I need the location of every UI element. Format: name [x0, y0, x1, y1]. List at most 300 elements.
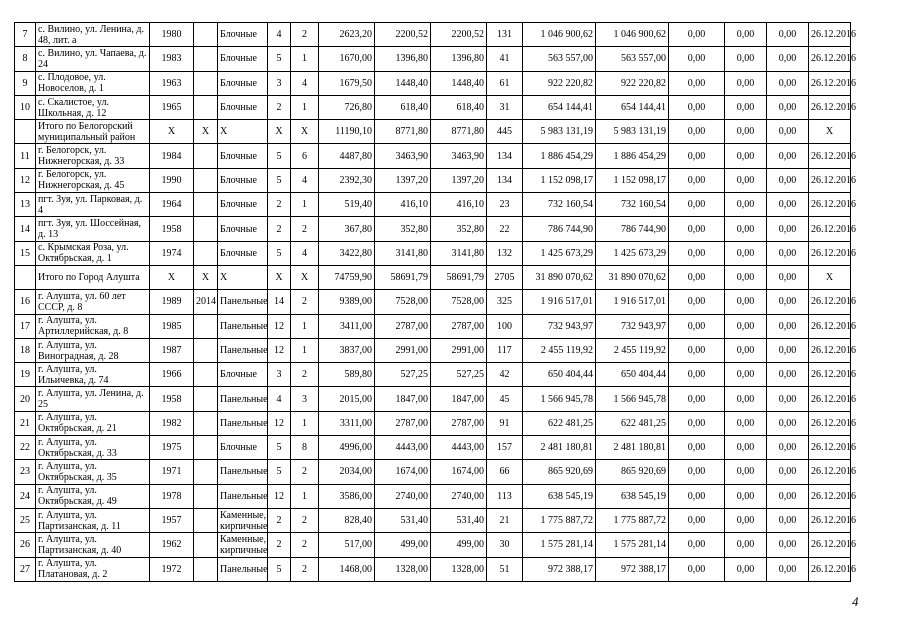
cell-cost-budget-3: 0,00 [767, 533, 809, 557]
cell-floors: 2 [268, 533, 291, 557]
cell-total-area: 3311,00 [319, 411, 375, 435]
cell-floors: 5 [268, 241, 291, 265]
cell-cost-budget-2: 0,00 [725, 460, 767, 484]
cell-year-renovated [194, 460, 218, 484]
cell-wall-material: X [218, 120, 268, 144]
cell-year-renovated [194, 241, 218, 265]
cell-address: с. Скалистое, ул. Школьная, д. 12 [36, 95, 150, 119]
cell-floors: X [268, 265, 291, 289]
cell-cost-budget-3: 0,00 [767, 23, 809, 47]
cell-year-built: 1974 [150, 241, 194, 265]
cell-total-area: 3422,80 [319, 241, 375, 265]
cell-row-number: 23 [15, 460, 36, 484]
cell-cost-budget-3: 0,00 [767, 508, 809, 532]
cell-cost-budget-2: 0,00 [725, 314, 767, 338]
table-row [15, 193, 851, 217]
cell-residents: 51 [487, 557, 523, 581]
cell-row-number: 8 [15, 47, 36, 71]
cell-cost-budget-1: 0,00 [669, 557, 725, 581]
cell-total-area: 1679,50 [319, 71, 375, 95]
cell-floors: 14 [268, 290, 291, 314]
cell-residential-area: 531,40 [431, 508, 487, 532]
cell-row-number [15, 265, 36, 289]
cell-row-number: 25 [15, 508, 36, 532]
cell-cost-total: 732 943,97 [523, 314, 596, 338]
table-row [15, 23, 851, 47]
cell-cost-fund: 1 916 517,01 [596, 290, 669, 314]
cell-cost-budget-1: 0,00 [669, 144, 725, 168]
cell-row-number [15, 120, 36, 144]
cell-completion-date: 26.12.2016 [809, 436, 851, 460]
table-row [15, 436, 851, 460]
cell-living-area: 1396,80 [375, 47, 431, 71]
cell-cost-budget-1: 0,00 [669, 168, 725, 192]
cell-row-number: 27 [15, 557, 36, 581]
cell-cost-budget-3: 0,00 [767, 95, 809, 119]
cell-completion-date: 26.12.2016 [809, 314, 851, 338]
cell-cost-budget-2: 0,00 [725, 144, 767, 168]
cell-residents: 66 [487, 460, 523, 484]
cell-row-number: 17 [15, 314, 36, 338]
cell-wall-material: Блочные [218, 363, 268, 387]
cell-residents: 22 [487, 217, 523, 241]
cell-residents: 45 [487, 387, 523, 411]
cell-entrances: X [291, 265, 319, 289]
table-row [15, 508, 851, 532]
cell-entrances: 1 [291, 95, 319, 119]
cell-total-area: 367,80 [319, 217, 375, 241]
cell-completion-date: 26.12.2016 [809, 217, 851, 241]
cell-cost-budget-1: 0,00 [669, 120, 725, 144]
cell-year-renovated [194, 71, 218, 95]
cell-year-built: 1985 [150, 314, 194, 338]
cell-cost-total: 2 455 119,92 [523, 338, 596, 362]
cell-total-area: 1670,00 [319, 47, 375, 71]
cell-cost-budget-3: 0,00 [767, 314, 809, 338]
cell-cost-budget-1: 0,00 [669, 47, 725, 71]
cell-cost-fund: 1 775 887,72 [596, 508, 669, 532]
cell-cost-budget-3: 0,00 [767, 557, 809, 581]
cell-cost-total: 31 890 070,62 [523, 265, 596, 289]
cell-residents: 131 [487, 23, 523, 47]
cell-residential-area: 3141,80 [431, 241, 487, 265]
cell-address: г. Алушта, ул. Артиллерийская, д. 8 [36, 314, 150, 338]
cell-completion-date: 26.12.2016 [809, 338, 851, 362]
cell-year-built: 1957 [150, 508, 194, 532]
cell-completion-date: 26.12.2016 [809, 484, 851, 508]
cell-year-renovated [194, 411, 218, 435]
cell-entrances: 2 [291, 290, 319, 314]
page-mark: 4 [852, 594, 859, 609]
cell-entrances: 1 [291, 484, 319, 508]
cell-entrances: 1 [291, 47, 319, 71]
cell-address: г. Алушта, ул. Октябрьская, д. 49 [36, 484, 150, 508]
cell-year-renovated [194, 436, 218, 460]
cell-address: г. Алушта, ул. Октябрьская, д. 21 [36, 411, 150, 435]
cell-residents: 91 [487, 411, 523, 435]
cell-cost-budget-2: 0,00 [725, 95, 767, 119]
cell-cost-budget-1: 0,00 [669, 338, 725, 362]
cell-residential-area: 1448,40 [431, 71, 487, 95]
cell-cost-budget-1: 0,00 [669, 411, 725, 435]
cell-wall-material: Блочные [218, 144, 268, 168]
cell-residential-area: 2787,00 [431, 411, 487, 435]
cell-entrances: X [291, 120, 319, 144]
cell-year-built: 1958 [150, 387, 194, 411]
cell-address: г. Алушта, ул. Партизанская, д. 11 [36, 508, 150, 532]
cell-year-renovated [194, 168, 218, 192]
cell-cost-total: 865 920,69 [523, 460, 596, 484]
table-row [15, 533, 851, 557]
cell-cost-total: 732 160,54 [523, 193, 596, 217]
cell-living-area: 1847,00 [375, 387, 431, 411]
cell-residential-area: 1847,00 [431, 387, 487, 411]
cell-year-built: 1958 [150, 217, 194, 241]
cell-floors: 12 [268, 314, 291, 338]
cell-living-area: 7528,00 [375, 290, 431, 314]
cell-year-built: 1971 [150, 460, 194, 484]
cell-floors: 2 [268, 217, 291, 241]
cell-living-area: 531,40 [375, 508, 431, 532]
table-row [15, 241, 851, 265]
cell-address: Итого по Город Алушта [36, 265, 150, 289]
cell-cost-fund: 5 983 131,19 [596, 120, 669, 144]
table-row [15, 411, 851, 435]
cell-cost-budget-2: 0,00 [725, 508, 767, 532]
cell-address: г. Алушта, ул. Октябрьская, д. 35 [36, 460, 150, 484]
table-row [15, 217, 851, 241]
cell-completion-date: 26.12.2016 [809, 557, 851, 581]
cell-wall-material: Каменные, кирпичные [218, 533, 268, 557]
cell-residential-area: 58691,79 [431, 265, 487, 289]
cell-year-built: 1964 [150, 193, 194, 217]
cell-year-built: 1980 [150, 23, 194, 47]
cell-row-number: 24 [15, 484, 36, 508]
cell-entrances: 1 [291, 411, 319, 435]
table-row [15, 363, 851, 387]
cell-entrances: 2 [291, 460, 319, 484]
cell-row-number: 22 [15, 436, 36, 460]
cell-cost-budget-1: 0,00 [669, 241, 725, 265]
cell-cost-budget-3: 0,00 [767, 241, 809, 265]
cell-row-number: 18 [15, 338, 36, 362]
cell-residential-area: 2740,00 [431, 484, 487, 508]
cell-wall-material: Каменные, кирпичные [218, 508, 268, 532]
cell-cost-budget-2: 0,00 [725, 436, 767, 460]
cell-cost-budget-3: 0,00 [767, 265, 809, 289]
cell-cost-fund: 922 220,82 [596, 71, 669, 95]
cell-completion-date: X [809, 265, 851, 289]
cell-residents: 2705 [487, 265, 523, 289]
cell-cost-total: 1 046 900,62 [523, 23, 596, 47]
cell-cost-budget-3: 0,00 [767, 217, 809, 241]
cell-cost-total: 5 983 131,19 [523, 120, 596, 144]
cell-floors: 3 [268, 363, 291, 387]
cell-row-number: 10 [15, 95, 36, 119]
cell-residential-area: 2787,00 [431, 314, 487, 338]
cell-floors: 5 [268, 144, 291, 168]
cell-entrances: 2 [291, 557, 319, 581]
cell-total-area: 4996,00 [319, 436, 375, 460]
cell-total-area: 1468,00 [319, 557, 375, 581]
cell-residential-area: 527,25 [431, 363, 487, 387]
cell-entrances: 3 [291, 387, 319, 411]
cell-cost-fund: 1 575 281,14 [596, 533, 669, 557]
cell-total-area: 517,00 [319, 533, 375, 557]
cell-cost-fund: 732 160,54 [596, 193, 669, 217]
cell-total-area: 2623,20 [319, 23, 375, 47]
table-row [15, 484, 851, 508]
cell-cost-total: 650 404,44 [523, 363, 596, 387]
table-row [15, 47, 851, 71]
cell-wall-material: Панельные [218, 460, 268, 484]
cell-address: г. Алушта, ул. Ильичевка, д. 74 [36, 363, 150, 387]
cell-year-built: 1978 [150, 484, 194, 508]
cell-cost-total: 972 388,17 [523, 557, 596, 581]
cell-cost-total: 1 566 945,78 [523, 387, 596, 411]
table-row [15, 557, 851, 581]
table-row [15, 338, 851, 362]
cell-completion-date: 26.12.2016 [809, 71, 851, 95]
cell-year-renovated: 2014 [194, 290, 218, 314]
cell-cost-budget-2: 0,00 [725, 217, 767, 241]
cell-cost-budget-1: 0,00 [669, 314, 725, 338]
cell-cost-fund: 732 943,97 [596, 314, 669, 338]
cell-wall-material: Блочные [218, 217, 268, 241]
cell-living-area: 4443,00 [375, 436, 431, 460]
cell-address: г. Алушта, ул. Виноградная, д. 28 [36, 338, 150, 362]
cell-cost-budget-3: 0,00 [767, 460, 809, 484]
cell-completion-date: 26.12.2016 [809, 47, 851, 71]
cell-total-area: 2392,30 [319, 168, 375, 192]
cell-living-area: 58691,79 [375, 265, 431, 289]
cell-year-built: X [150, 120, 194, 144]
cell-cost-total: 1 916 517,01 [523, 290, 596, 314]
cell-cost-budget-1: 0,00 [669, 217, 725, 241]
cell-residents: 30 [487, 533, 523, 557]
cell-entrances: 4 [291, 71, 319, 95]
cell-cost-fund: 650 404,44 [596, 363, 669, 387]
cell-cost-budget-1: 0,00 [669, 387, 725, 411]
cell-cost-fund: 1 046 900,62 [596, 23, 669, 47]
cell-row-number: 7 [15, 23, 36, 47]
cell-wall-material: Блочные [218, 71, 268, 95]
table-row [15, 95, 851, 119]
cell-entrances: 2 [291, 508, 319, 532]
cell-row-number: 19 [15, 363, 36, 387]
cell-floors: 2 [268, 95, 291, 119]
cell-residents: 21 [487, 508, 523, 532]
cell-cost-fund: 622 481,25 [596, 411, 669, 435]
cell-floors: 12 [268, 484, 291, 508]
cell-cost-budget-1: 0,00 [669, 363, 725, 387]
cell-year-renovated: X [194, 120, 218, 144]
cell-residential-area: 499,00 [431, 533, 487, 557]
cell-cost-budget-2: 0,00 [725, 265, 767, 289]
cell-completion-date: 26.12.2016 [809, 193, 851, 217]
table-row [15, 460, 851, 484]
cell-address: г. Алушта, ул. Ленина, д. 25 [36, 387, 150, 411]
cell-cost-fund: 563 557,00 [596, 47, 669, 71]
cell-year-renovated [194, 193, 218, 217]
cell-cost-total: 2 481 180,81 [523, 436, 596, 460]
cell-year-built: X [150, 265, 194, 289]
cell-wall-material: Блочные [218, 436, 268, 460]
cell-total-area: 4487,80 [319, 144, 375, 168]
cell-residents: 157 [487, 436, 523, 460]
cell-total-area: 3837,00 [319, 338, 375, 362]
cell-completion-date: 26.12.2016 [809, 508, 851, 532]
cell-cost-fund: 1 566 945,78 [596, 387, 669, 411]
cell-total-area: 11190,10 [319, 120, 375, 144]
cell-total-area: 3411,00 [319, 314, 375, 338]
cell-living-area: 2787,00 [375, 411, 431, 435]
cell-completion-date: 26.12.2016 [809, 95, 851, 119]
cell-wall-material: Блочные [218, 168, 268, 192]
cell-entrances: 6 [291, 144, 319, 168]
cell-year-renovated: X [194, 265, 218, 289]
cell-cost-budget-3: 0,00 [767, 387, 809, 411]
cell-entrances: 2 [291, 23, 319, 47]
cell-wall-material: Блочные [218, 23, 268, 47]
cell-year-renovated [194, 314, 218, 338]
cell-row-number: 9 [15, 71, 36, 95]
cell-row-number: 16 [15, 290, 36, 314]
cell-year-built: 1975 [150, 436, 194, 460]
cell-year-built: 1965 [150, 95, 194, 119]
cell-cost-budget-3: 0,00 [767, 47, 809, 71]
cell-floors: 12 [268, 338, 291, 362]
cell-cost-fund: 1 152 098,17 [596, 168, 669, 192]
cell-total-area: 3586,00 [319, 484, 375, 508]
cell-residents: 31 [487, 95, 523, 119]
cell-cost-total: 1 886 454,29 [523, 144, 596, 168]
cell-cost-fund: 1 886 454,29 [596, 144, 669, 168]
cell-year-built: 1983 [150, 47, 194, 71]
cell-year-built: 1963 [150, 71, 194, 95]
cell-cost-total: 1 775 887,72 [523, 508, 596, 532]
cell-completion-date: 26.12.2016 [809, 290, 851, 314]
cell-cost-budget-2: 0,00 [725, 47, 767, 71]
cell-completion-date: 26.12.2016 [809, 533, 851, 557]
cell-completion-date: 26.12.2016 [809, 144, 851, 168]
cell-living-area: 2991,00 [375, 338, 431, 362]
cell-completion-date: 26.12.2016 [809, 23, 851, 47]
cell-living-area: 1328,00 [375, 557, 431, 581]
cell-living-area: 527,25 [375, 363, 431, 387]
cell-living-area: 3141,80 [375, 241, 431, 265]
cell-entrances: 4 [291, 241, 319, 265]
cell-cost-budget-3: 0,00 [767, 168, 809, 192]
cell-entrances: 8 [291, 436, 319, 460]
cell-cost-budget-2: 0,00 [725, 533, 767, 557]
cell-cost-fund: 638 545,19 [596, 484, 669, 508]
cell-floors: 5 [268, 557, 291, 581]
cell-address: пгт. Зуя, ул. Шоссейная, д. 13 [36, 217, 150, 241]
cell-cost-budget-3: 0,00 [767, 484, 809, 508]
cell-total-area: 519,40 [319, 193, 375, 217]
cell-cost-budget-2: 0,00 [725, 120, 767, 144]
cell-cost-total: 654 144,41 [523, 95, 596, 119]
cell-address: г. Алушта, ул. Партизанская, д. 40 [36, 533, 150, 557]
cell-living-area: 352,80 [375, 217, 431, 241]
cell-residential-area: 2991,00 [431, 338, 487, 362]
cell-residential-area: 4443,00 [431, 436, 487, 460]
cell-residents: 134 [487, 168, 523, 192]
cell-cost-budget-1: 0,00 [669, 508, 725, 532]
table-row [15, 265, 851, 289]
cell-completion-date: 26.12.2016 [809, 241, 851, 265]
cell-total-area: 726,80 [319, 95, 375, 119]
cell-address: г. Алушта, ул. Платановая, д. 2 [36, 557, 150, 581]
cell-cost-budget-2: 0,00 [725, 363, 767, 387]
cell-residential-area: 2200,52 [431, 23, 487, 47]
cell-floors: 12 [268, 411, 291, 435]
cell-residents: 325 [487, 290, 523, 314]
cell-total-area: 2034,00 [319, 460, 375, 484]
cell-completion-date: X [809, 120, 851, 144]
cell-living-area: 499,00 [375, 533, 431, 557]
cell-residents: 23 [487, 193, 523, 217]
cell-wall-material: Панельные [218, 338, 268, 362]
cell-living-area: 1448,40 [375, 71, 431, 95]
cell-row-number: 12 [15, 168, 36, 192]
cell-completion-date: 26.12.2016 [809, 168, 851, 192]
cell-cost-total: 1 425 673,29 [523, 241, 596, 265]
cell-row-number: 20 [15, 387, 36, 411]
cell-address: с. Плодовое, ул. Новоселов, д. 1 [36, 71, 150, 95]
document-sheet [14, 22, 856, 582]
cell-wall-material: Блочные [218, 193, 268, 217]
table-row [15, 387, 851, 411]
cell-total-area: 74759,90 [319, 265, 375, 289]
cell-address: г. Алушта, ул. 60 лет СССР, д. 8 [36, 290, 150, 314]
cell-cost-budget-3: 0,00 [767, 290, 809, 314]
cell-cost-budget-2: 0,00 [725, 338, 767, 362]
cell-residents: 61 [487, 71, 523, 95]
cell-entrances: 4 [291, 168, 319, 192]
cell-entrances: 2 [291, 533, 319, 557]
cell-cost-budget-3: 0,00 [767, 71, 809, 95]
cell-cost-budget-2: 0,00 [725, 168, 767, 192]
cell-year-built: 1962 [150, 533, 194, 557]
cell-year-built: 1966 [150, 363, 194, 387]
cell-row-number: 15 [15, 241, 36, 265]
cell-cost-budget-1: 0,00 [669, 193, 725, 217]
cell-address: с. Крымская Роза, ул. Октябрьская, д. 1 [36, 241, 150, 265]
cell-wall-material: Блочные [218, 95, 268, 119]
cell-address: с. Вилино, ул. Чапаева, д. 24 [36, 47, 150, 71]
cell-cost-budget-3: 0,00 [767, 338, 809, 362]
cell-residents: 113 [487, 484, 523, 508]
cell-cost-total: 922 220,82 [523, 71, 596, 95]
cell-year-renovated [194, 95, 218, 119]
cell-residents: 445 [487, 120, 523, 144]
table-row [15, 71, 851, 95]
cell-residential-area: 7528,00 [431, 290, 487, 314]
cell-cost-budget-2: 0,00 [725, 290, 767, 314]
cell-living-area: 2200,52 [375, 23, 431, 47]
cell-cost-total: 638 545,19 [523, 484, 596, 508]
cell-residential-area: 416,10 [431, 193, 487, 217]
cell-total-area: 828,40 [319, 508, 375, 532]
cell-address: с. Вилино, ул. Ленина, д. 48, лит. а [36, 23, 150, 47]
cell-total-area: 589,80 [319, 363, 375, 387]
cell-cost-budget-3: 0,00 [767, 193, 809, 217]
cell-cost-budget-1: 0,00 [669, 533, 725, 557]
cell-entrances: 1 [291, 314, 319, 338]
cell-row-number: 14 [15, 217, 36, 241]
